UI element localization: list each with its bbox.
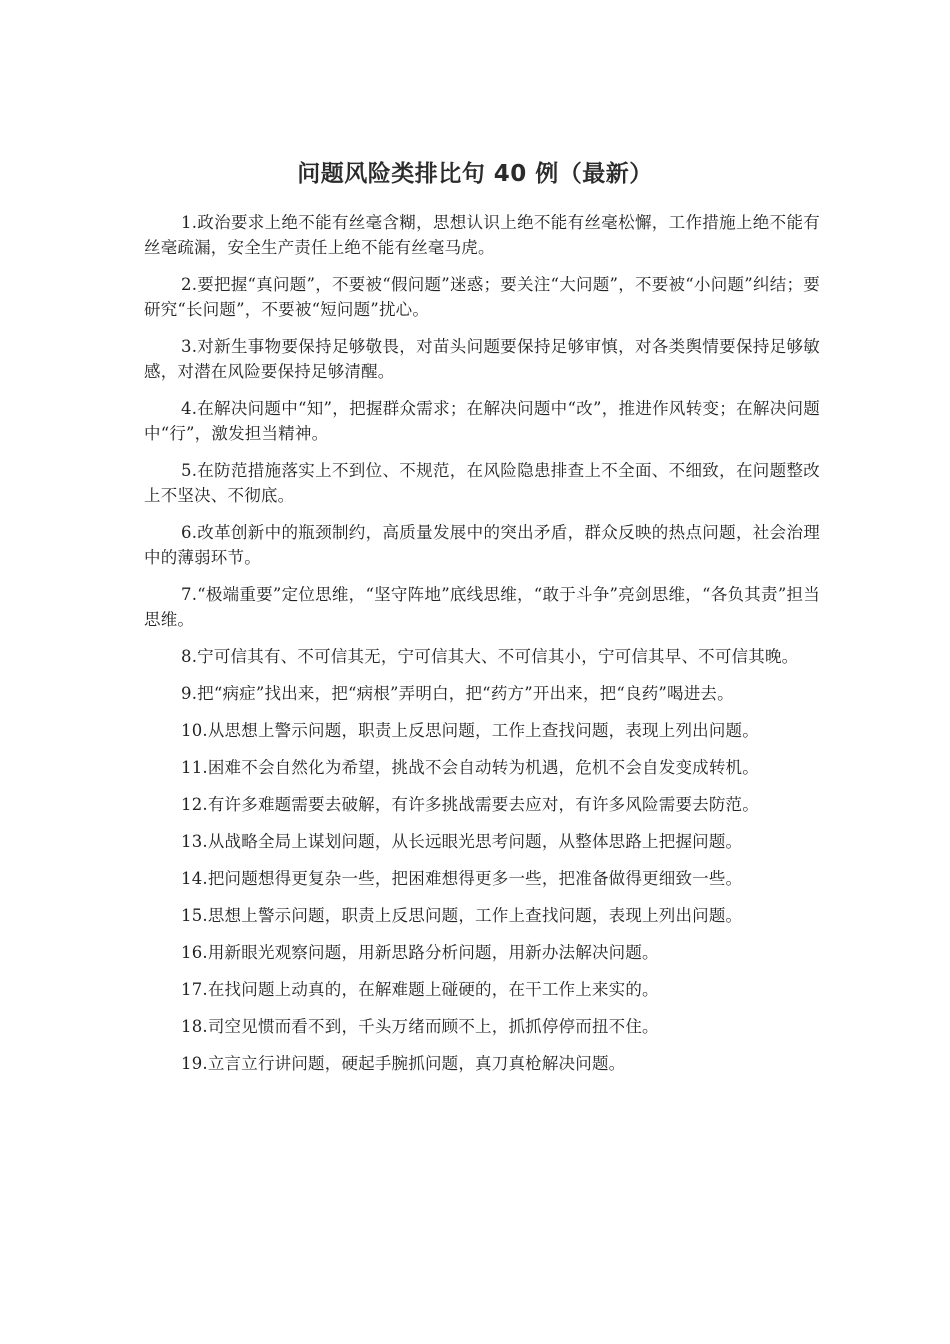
list-item: 6.改革创新中的瓶颈制约，高质量发展中的突出矛盾，群众反映的热点问题，社会治理中的薄弱环节。 bbox=[144, 523, 820, 567]
list-item: 3.对新生事物要保持足够敬畏，对苗头问题要保持足够审慎，对各类舆情要保持足够敏感，对潜在风险要保持足够清醒。 bbox=[144, 337, 820, 381]
list-item: 9.把“病症”找出来，把“病根”弄明白，把“药方”开出来，把“良药”喝进去。 bbox=[181, 684, 734, 703]
list-item: 8.宁可信其有、不可信其无，宁可信其大、不可信其小，宁可信其早、不可信其晚。 bbox=[181, 647, 799, 666]
list-item: 1.政治要求上绝不能有丝毫含糊，思想认识上绝不能有丝毫松懈，工作措施上绝不能有丝毫疏漏，安全生产责任上绝不能有丝毫马虎。 bbox=[144, 213, 820, 257]
list-item: 19.立言立行讲问题，硬起手腕抓问题，真刀真枪解决问题。 bbox=[181, 1054, 626, 1073]
list-item: 16.用新眼光观察问题，用新思路分析问题，用新办法解决问题。 bbox=[181, 943, 659, 962]
list-item: 2.要把握“真问题”，不要被“假问题”迷惑；要关注“大问题”，不要被“小问题”纠结；要研究“长问题”，不要被“短问题”扰心。 bbox=[144, 275, 820, 319]
list-item: 17.在找问题上动真的，在解难题上碰硬的，在干工作上来实的。 bbox=[181, 980, 659, 999]
list-item: 5.在防范措施落实上不到位、不规范，在风险隐患排查上不全面、不细致，在问题整改上不坚决、不彻底。 bbox=[144, 461, 820, 505]
list-item: 4.在解决问题中“知”，把握群众需求；在解决问题中“改”，推进作风转变；在解决问题中“行”，激发担当精神。 bbox=[144, 399, 820, 443]
list-item: 13.从战略全局上谋划问题，从长远眼光思考问题，从整体思路上把握问题。 bbox=[181, 832, 743, 851]
item-list bbox=[144, 210, 820, 1088]
list-item: 11.困难不会自然化为希望，挑战不会自动转为机遇，危机不会自发变成转机。 bbox=[181, 758, 759, 777]
list-item: 14.把问题想得更复杂一些，把困难想得更多一些，把准备做得更细致一些。 bbox=[181, 869, 743, 888]
list-item: 12.有许多难题需要去破解，有许多挑战需要去应对，有许多风险需要去防范。 bbox=[181, 795, 759, 814]
list-item: 15.思想上警示问题，职责上反思问题，工作上查找问题，表现上列出问题。 bbox=[181, 906, 743, 925]
document-title: 问题风险类排比句 40 例（最新） bbox=[297, 161, 653, 187]
list-item: 18.司空见惯而看不到，千头万绪而顾不上，抓抓停停而扭不住。 bbox=[181, 1017, 659, 1036]
list-item: 10.从思想上警示问题，职责上反思问题，工作上查找问题，表现上列出问题。 bbox=[181, 721, 759, 740]
list-item: 7.“极端重要”定位思维，“坚守阵地”底线思维，“敢于斗争”亮剑思维，“各负其责”担当思维。 bbox=[144, 585, 820, 629]
